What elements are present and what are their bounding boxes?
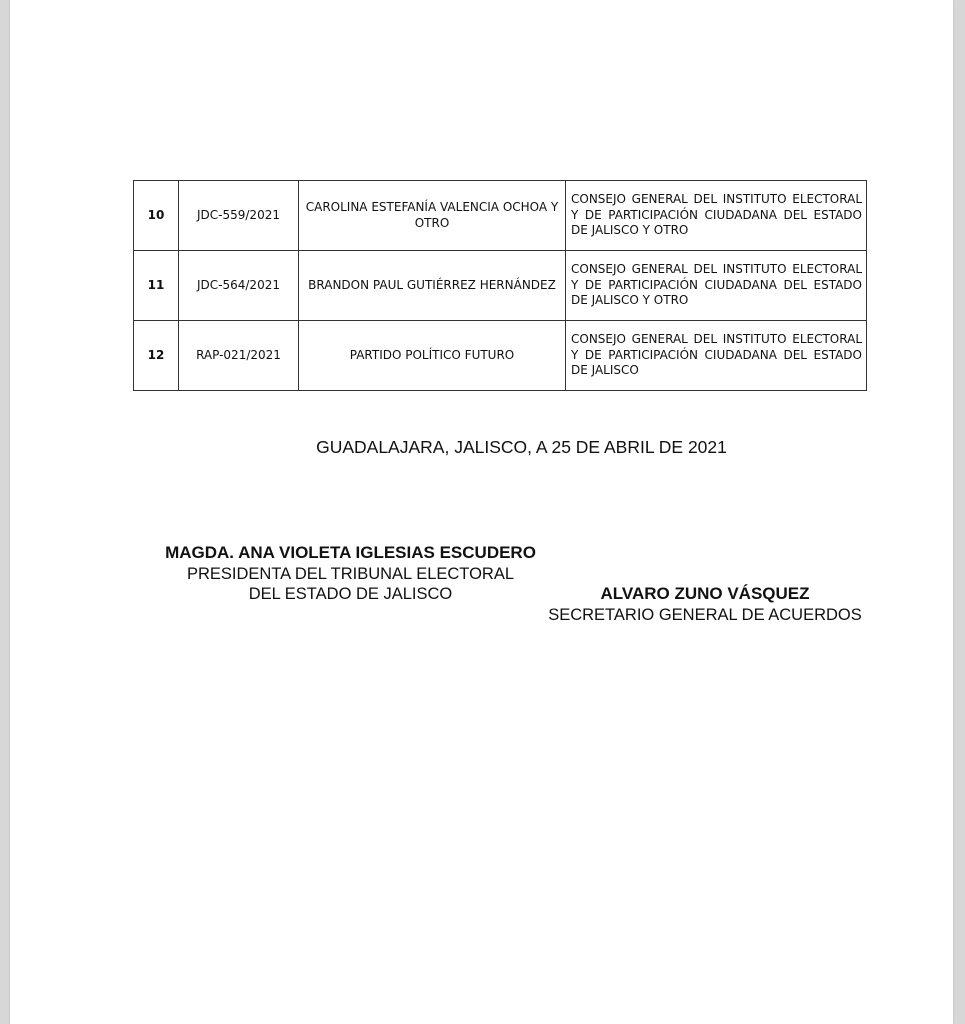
case-number: JDC-559/2021: [179, 181, 299, 251]
signatory-name: MAGDA. ANA VIOLETA IGLESIAS ESCUDERO: [165, 543, 536, 562]
document-page: [10, 0, 953, 1024]
case-number: RAP-021/2021: [179, 321, 299, 391]
table-row: [134, 251, 867, 321]
place-and-date: GUADALAJARA, JALISCO, A 25 DE ABRIL DE 2021: [316, 437, 727, 457]
table-row: [134, 181, 867, 251]
responsible-authority: CONSEJO GENERAL DEL INSTITUTO ELECTORAL Y DE PARTICIPACIÓN CIUDADANA DEL ESTADO DE JALISCO Y OTRO: [566, 251, 867, 321]
signatory-title-line: PRESIDENTA DEL TRIBUNAL ELECTORAL: [186, 564, 515, 583]
plaintiff-name: CAROLINA ESTEFANÍA VALENCIA OCHOA Y OTRO: [299, 181, 566, 251]
case-number: JDC-564/2021: [179, 251, 299, 321]
row-number: 12: [134, 321, 179, 391]
row-number: 11: [134, 251, 179, 321]
signature-block-president: [138, 543, 563, 605]
docket-table: [133, 180, 867, 391]
signatory-title-line: DEL ESTADO DE JALISCO: [248, 585, 453, 603]
responsible-authority: CONSEJO GENERAL DEL INSTITUTO ELECTORAL Y DE PARTICIPACIÓN CIUDADANA DEL ESTADO DE JALISCO: [566, 321, 867, 391]
signatory-name: ALVARO ZUNO VÁSQUEZ: [600, 584, 810, 603]
responsible-authority: CONSEJO GENERAL DEL INSTITUTO ELECTORAL Y DE PARTICIPACIÓN CIUDADANA DEL ESTADO DE JALISCO Y OTRO: [566, 181, 867, 251]
plaintiff-name: PARTIDO POLÍTICO FUTURO: [299, 321, 566, 391]
plaintiff-name: BRANDON PAUL GUTIÉRREZ HERNÁNDEZ: [299, 251, 566, 321]
signature-block-secretary: [540, 584, 870, 625]
signatory-title-line: SECRETARIO GENERAL DE ACUERDOS: [548, 605, 862, 624]
row-number: 10: [134, 181, 179, 251]
table-row: [134, 321, 867, 391]
